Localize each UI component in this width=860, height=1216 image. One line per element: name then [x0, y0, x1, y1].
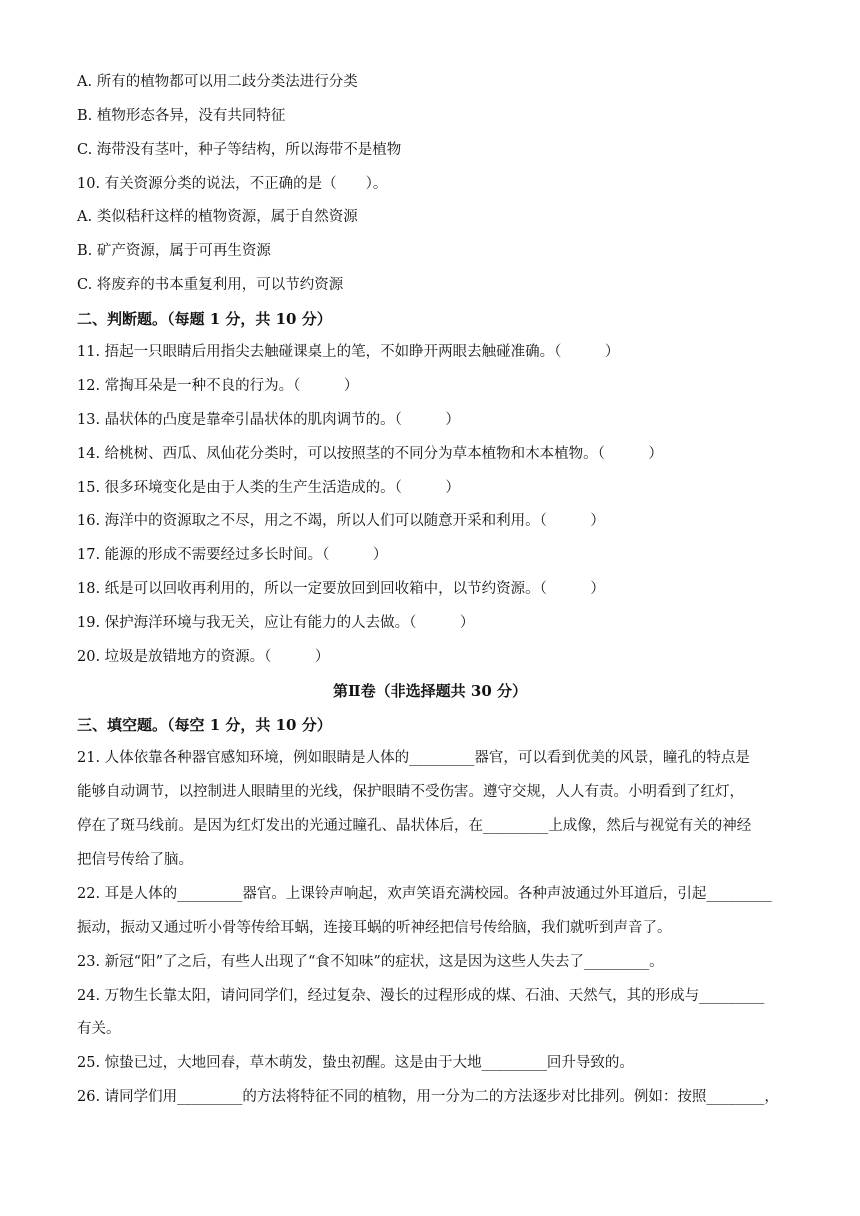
- judge-item-14: 14. 给桃树、西瓜、凤仙花分类时，可以按照茎的不同分为草本植物和木本植物。（ ）: [77, 446, 663, 462]
- fill-item-21-line3: 停在了斑马线前。是因为红灯发出的光通过瞳孔、晶状体后，在_________上成像，然后与视觉有关的神经: [77, 818, 752, 834]
- section2-heading: 二、判断题。（每题 1 分，共 10 分）: [77, 310, 332, 328]
- q10-option-a: A. 类似秸秆这样的植物资源，属于自然资源: [77, 209, 358, 225]
- fill-item-22-line2: 振动，振动又通过听小骨等传给耳蜗，连接耳蜗的听神经把信号传给脑，我们就听到声音了。: [77, 920, 672, 936]
- q9-option-c: C. 海带没有茎叶，种子等结构，所以海带不是植物: [77, 142, 402, 158]
- judge-item-13: 13. 晶状体的凸度是靠牵引晶状体的肌肉调节的。（ ）: [77, 412, 460, 428]
- judge-item-12: 12. 常掏耳朵是一种不良的行为。（ ）: [77, 378, 359, 394]
- section3-heading: 三、填空题。（每空 1 分，共 10 分）: [77, 716, 332, 734]
- fill-item-21-line4: 把信号传给了脑。: [77, 852, 193, 868]
- fill-item-24-line1: 24. 万物生长靠太阳，请问同学们，经过复杂、漫长的过程形成的煤、石油、天然气，其的形成与_________: [77, 988, 765, 1004]
- judge-item-20: 20. 垃圾是放错地方的资源。（ ）: [77, 649, 330, 665]
- fill-item-21-line2: 能够自动调节，以控制进人眼睛里的光线，保护眼睛不受伤害。遵守交规，人人有责。小明看到了红灯，: [77, 784, 744, 800]
- q9-option-a: A. 所有的植物都可以用二歧分类法进行分类: [77, 74, 358, 90]
- judge-item-15: 15. 很多环境变化是由于人类的生产生活造成的。（ ）: [77, 480, 460, 496]
- fill-item-24-line2: 有关。: [77, 1021, 121, 1037]
- judge-item-16: 16. 海洋中的资源取之不尽，用之不竭，所以人们可以随意开采和利用。（ ）: [77, 513, 605, 529]
- judge-item-19: 19. 保护海洋环境与我无关，应让有能力的人去做。（ ）: [77, 615, 475, 631]
- fill-item-25: 25. 惊蛰已过，大地回春，草木萌发，蛰虫初醒。这是由于大地_________回升导致的。: [77, 1055, 634, 1071]
- volume-2-title: 第Ⅱ卷（非选择题共 30 分）: [333, 682, 527, 700]
- fill-item-26-line1: 26. 请同学们用_________的方法将特征不同的植物，用一分为二的方法逐步对比排列。例如：按照________，: [77, 1089, 779, 1105]
- q10-option-c: C. 将废弃的书本重复利用，可以节约资源: [77, 277, 344, 293]
- fill-item-21-line1: 21. 人体依靠各种器官感知环境，例如眼睛是人体的_________器官，可以看到优美的风景，瞳孔的特点是: [77, 750, 750, 766]
- judge-item-11: 11. 捂起一只眼睛后用指尖去触碰课桌上的笔，不如睁开两眼去触碰准确。（ ）: [77, 344, 620, 360]
- judge-item-17: 17. 能源的形成不需要经过多长时间。（ ）: [77, 547, 388, 563]
- fill-item-22-line1: 22. 耳是人体的_________器官。上课铃声响起，欢声笑语充满校园。各种声波通过外耳道后，引起_________: [77, 886, 772, 902]
- q9-option-b: B. 植物形态各异，没有共同特征: [77, 108, 286, 124]
- judge-item-18: 18. 纸是可以回收再利用的，所以一定要放回到回收箱中，以节约资源。（ ）: [77, 581, 605, 597]
- q10-option-b: B. 矿产资源，属于可再生资源: [77, 243, 271, 259]
- fill-item-23: 23. 新冠“阳”了之后，有些人出现了“食不知味”的症状，这是因为这些人失去了_________。: [77, 954, 664, 970]
- q10-stem: 10. 有关资源分类的说法，不正确的是（ ）。: [77, 176, 388, 192]
